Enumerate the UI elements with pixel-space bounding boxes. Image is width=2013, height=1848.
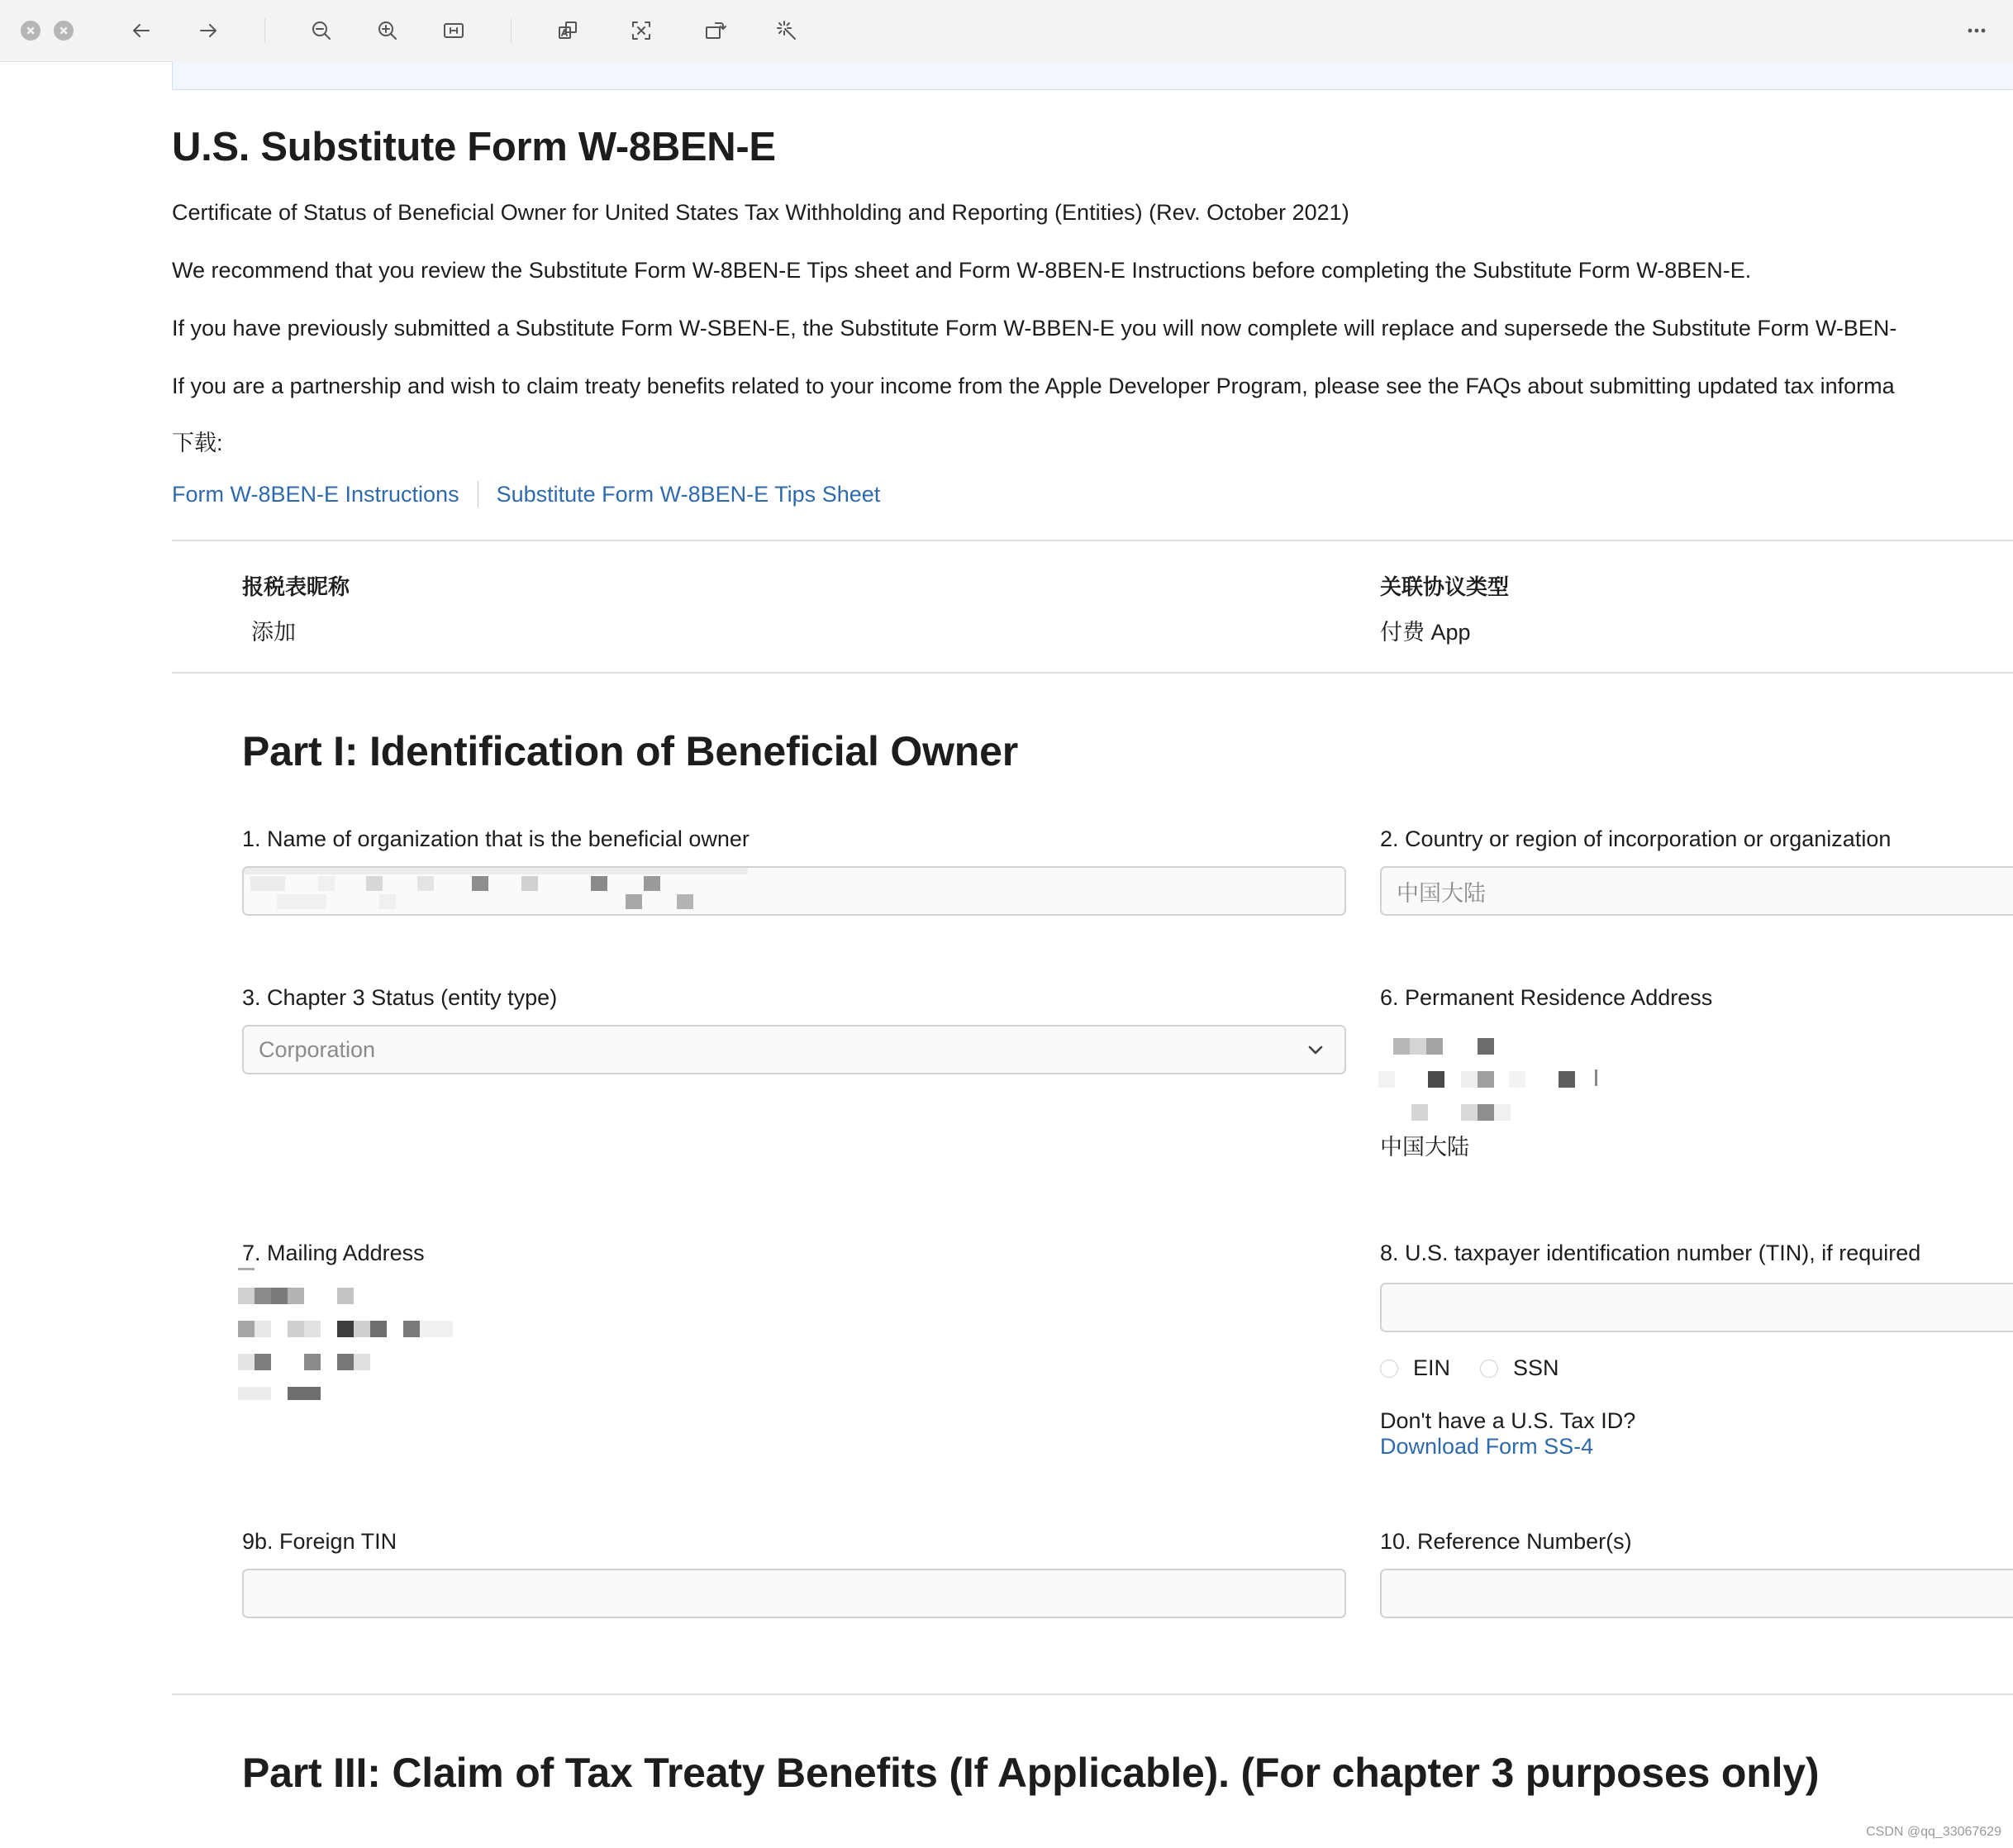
foreign-tin-input[interactable] bbox=[242, 1569, 1346, 1618]
part3-title: Part III: Claim of Tax Treaty Benefits (If Applicable). (For chapter 3 purposes only) bbox=[242, 1750, 1820, 1796]
nickname-label: 报税表昵称 bbox=[242, 574, 350, 599]
agreement-type-label: 关联协议类型 bbox=[1380, 574, 1510, 599]
no-tax-id-text: Don't have a U.S. Tax ID? bbox=[1380, 1408, 1636, 1433]
radio-circle-icon bbox=[1480, 1360, 1498, 1378]
ein-radio[interactable] bbox=[1380, 1355, 1450, 1381]
field7-label: 7. Mailing Address bbox=[242, 1241, 425, 1265]
fit-page-icon[interactable] bbox=[437, 14, 470, 47]
more-icon[interactable] bbox=[1960, 14, 1993, 47]
tips-sheet-link[interactable]: Substitute Form W-8BEN-E Tips Sheet bbox=[496, 481, 881, 507]
forward-icon[interactable] bbox=[192, 14, 225, 47]
watermark: CSDN @qq_33067629 bbox=[1866, 1825, 2001, 1839]
permanent-address-country: 中国大陆 bbox=[1380, 1135, 1469, 1160]
part1-title: Part I: Identification of Beneficial Owner bbox=[242, 728, 1018, 774]
redacted-permanent-address bbox=[1378, 1036, 1610, 1124]
divider bbox=[172, 540, 2013, 541]
field1-label: 1. Name of organization that is the beneficial owner bbox=[242, 826, 750, 851]
us-tin-input[interactable] bbox=[1380, 1283, 2013, 1332]
no-tax-id-help bbox=[1380, 1408, 1635, 1460]
field2-label: 2. Country or region of incorporation or organization bbox=[1380, 826, 1892, 851]
redacted-organization-name bbox=[244, 868, 756, 914]
organization-name-input[interactable] bbox=[242, 866, 1346, 916]
radio-circle-icon bbox=[1380, 1360, 1398, 1378]
toolbar-divider bbox=[511, 18, 512, 43]
field3-label: 3. Chapter 3 Status (entity type) bbox=[242, 985, 558, 1010]
entity-type-select[interactable] bbox=[242, 1025, 1346, 1074]
chevron-down-icon bbox=[1305, 1040, 1326, 1061]
download-links bbox=[172, 481, 880, 507]
agreement-type-value: 付费 App bbox=[1380, 620, 1471, 645]
back-icon[interactable] bbox=[125, 14, 158, 47]
country-input[interactable]: 中国大陆 bbox=[1380, 866, 2013, 916]
instructions-link[interactable]: Form W-8BEN-E Instructions bbox=[172, 481, 459, 507]
zoom-in-icon[interactable] bbox=[371, 14, 404, 47]
download-ss4-link[interactable]: Download Form SS-4 bbox=[1380, 1434, 1594, 1459]
close-icon[interactable] bbox=[21, 21, 40, 40]
partnership-text: If you are a partnership and wish to claim treaty benefits related to your income from the Apple Developer Program, please see the FAQs about submitting updated tax informa bbox=[172, 374, 1895, 398]
field8-label: 8. U.S. taxpayer identification number (TIN), if required bbox=[1380, 1241, 1921, 1265]
ocr-icon[interactable] bbox=[625, 14, 658, 47]
rotate-icon[interactable] bbox=[698, 14, 731, 47]
magic-wand-icon[interactable] bbox=[770, 14, 803, 47]
toolbar-divider bbox=[264, 18, 265, 43]
divider bbox=[172, 1693, 2013, 1695]
ein-label: EIN bbox=[1413, 1355, 1451, 1380]
previously-submitted-text: If you have previously submitted a Substitute Form W-SBEN-E, the Substitute Form W-BBEN-E you will now complete will replace and supersede the Substitute Form W-BEN- bbox=[172, 316, 1897, 341]
ssn-radio[interactable] bbox=[1480, 1355, 1559, 1381]
form-subtitle: Certificate of Status of Beneficial Owner for United States Tax Withholding and Reporting (Entities) (Rev. October 2021) bbox=[172, 200, 1349, 225]
recommend-text: We recommend that you review the Substitute Form W-8BEN-E Tips sheet and Form W-8BEN-E Instructions before completing the Substitute Form W-8BEN-E. bbox=[172, 258, 1752, 283]
field9b-label: 9b. Foreign TIN bbox=[242, 1529, 397, 1554]
field10-label: 10. Reference Number(s) bbox=[1380, 1529, 1632, 1554]
entity-type-value: Corporation bbox=[259, 1036, 376, 1062]
field6-label: 6. Permanent Residence Address bbox=[1380, 985, 1713, 1010]
info-banner bbox=[172, 61, 2013, 90]
reference-number-input[interactable] bbox=[1380, 1569, 2013, 1618]
ssn-label: SSN bbox=[1513, 1355, 1559, 1380]
translate-icon[interactable] bbox=[551, 14, 584, 47]
zoom-out-icon[interactable] bbox=[305, 14, 338, 47]
viewer-toolbar bbox=[0, 0, 2013, 62]
add-nickname-link[interactable]: 添加 bbox=[251, 620, 296, 645]
page-title: U.S. Substitute Form W-8BEN-E bbox=[172, 125, 776, 169]
tin-type-radio-group bbox=[1380, 1355, 1589, 1381]
redacted-mailing-address bbox=[238, 1268, 469, 1400]
downloads-label: 下载: bbox=[172, 431, 223, 455]
stop-icon[interactable] bbox=[54, 21, 74, 40]
divider bbox=[172, 672, 2013, 674]
